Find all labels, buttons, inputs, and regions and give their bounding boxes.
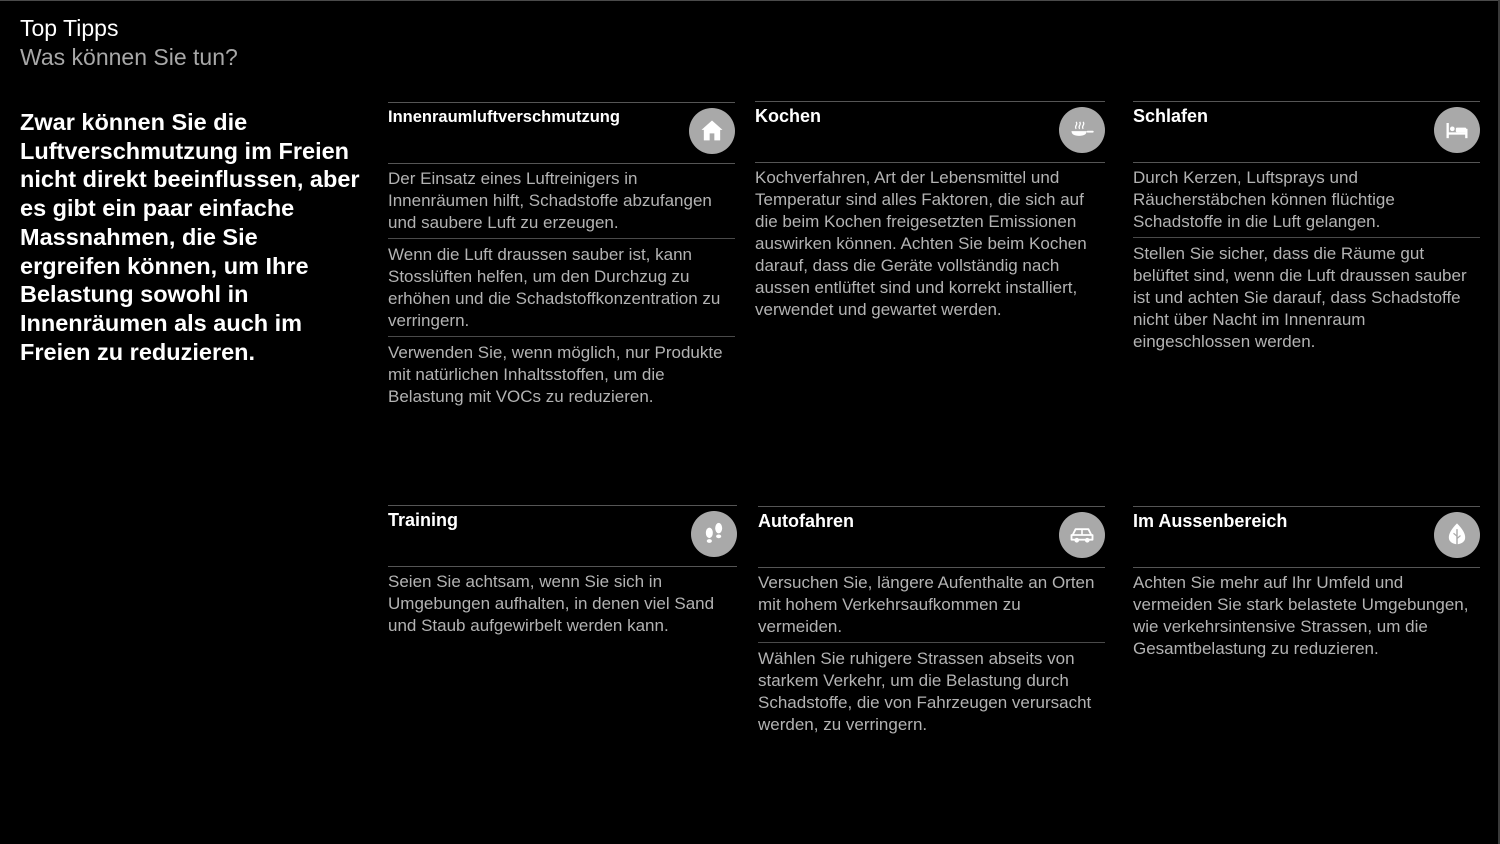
page-title: Top Tipps bbox=[20, 15, 119, 41]
card-title: Kochen bbox=[755, 106, 822, 126]
tip-card-sleeping bbox=[1133, 101, 1480, 357]
house-icon bbox=[689, 108, 735, 154]
card-paragraph: Der Einsatz eines Luftreinigers in Innenräumen hilft, Schadstoffe abzufangen und saubere Luft zu erzeugen. bbox=[388, 169, 712, 232]
card-paragraph: Kochverfahren, Art der Lebensmittel und Temperatur sind alles Faktoren, die sich auf die beim Kochen freigesetzten Emissionen auswirken können. Achten Sie beim Kochen darauf, dass die Geräte vollständig nach aussen entlüftet sind und korrekt installiert, verwendet und gewartet werden. bbox=[755, 168, 1087, 319]
card-paragraph: Versuchen Sie, längere Aufenthalte an Orten mit hohem Verkehrsaufkommen zu vermeiden. bbox=[758, 573, 1095, 636]
card-title: Im Aussenbereich bbox=[1133, 511, 1288, 531]
page-header bbox=[20, 14, 238, 72]
card-paragraph: Stellen Sie sicher, dass die Räume gut belüftet sind, wenn die Luft draussen sauber ist und achten Sie darauf, dass Schadstoffe nicht über Nacht im Innenraum eingeschlossen werden. bbox=[1133, 237, 1480, 357]
tip-card-driving bbox=[758, 506, 1105, 740]
card-header bbox=[388, 506, 737, 566]
page-subtitle: Was können Sie tun? bbox=[20, 44, 238, 70]
card-title: Autofahren bbox=[758, 511, 854, 531]
card-header bbox=[755, 102, 1105, 162]
leaf-icon bbox=[1434, 512, 1480, 558]
top-border-line bbox=[0, 0, 1500, 1]
tip-card-training bbox=[388, 505, 737, 641]
card-header bbox=[1133, 507, 1480, 567]
card-paragraph: Wenn die Luft draussen sauber ist, kann Stosslüften helfen, um den Durchzug zu erhöhen und die Schadstoffkonzentration zu verringern. bbox=[388, 238, 735, 336]
tip-card-outdoors bbox=[1133, 506, 1480, 664]
card-title: Training bbox=[388, 510, 459, 530]
tip-card-cooking bbox=[755, 101, 1105, 325]
bed-icon bbox=[1434, 107, 1480, 153]
card-paragraph: Durch Kerzen, Luftsprays und Räucherstäbchen können flüchtige Schadstoffe in die Luft gelangen. bbox=[1133, 168, 1395, 231]
card-header bbox=[388, 103, 735, 163]
footprints-icon bbox=[691, 511, 737, 557]
frying-pan-icon bbox=[1059, 107, 1105, 153]
car-icon bbox=[1059, 512, 1105, 558]
intro-text: Zwar können Sie die Luftverschmutzung im Freien nicht direkt beeinflussen, aber es gibt ein paar einfache Massnahmen, die Sie ergreifen können, um Ihre Belastung sowohl in Innenräumen als auch im Freien zu reduzieren. bbox=[20, 109, 360, 365]
card-paragraph: Achten Sie mehr auf Ihr Umfeld und vermeiden Sie stark belastete Umgebungen, wie verkehrsintensive Strassen, um die Gesamtbelastung zu reduzieren. bbox=[1133, 573, 1469, 658]
card-title: Innenraumluftverschmutzung bbox=[388, 108, 620, 126]
card-title: Schlafen bbox=[1133, 106, 1209, 126]
card-paragraph: Seien Sie achtsam, wenn Sie sich in Umgebungen aufhalten, in denen viel Sand und Staub aufgewirbelt werden kann. bbox=[388, 572, 715, 635]
card-paragraph: Verwenden Sie, wenn möglich, nur Produkte mit natürlichen Inhaltsstoffen, um die Belastung mit VOCs zu reduzieren. bbox=[388, 336, 735, 412]
card-paragraph: Wählen Sie ruhigere Strassen abseits von starkem Verkehr, um die Belastung durch Schadstoffe, die von Fahrzeugen verursacht werden, zu verringern. bbox=[758, 642, 1105, 740]
card-header bbox=[1133, 102, 1480, 162]
tip-card-indoor-air bbox=[388, 102, 735, 412]
card-header bbox=[758, 507, 1105, 567]
